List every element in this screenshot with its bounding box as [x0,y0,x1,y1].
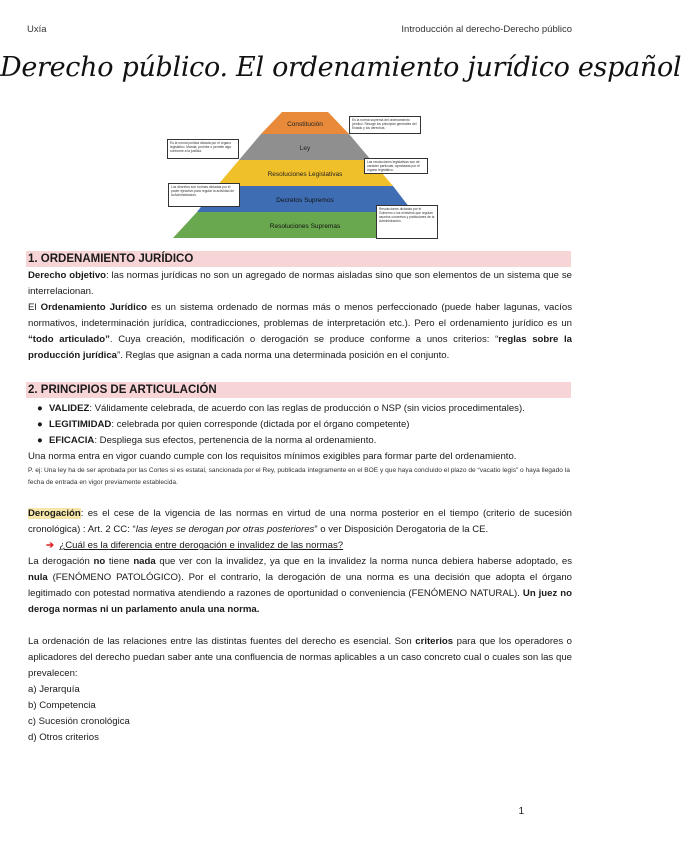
text-run: La ordenación de las relaciones entre las distintas fuentes del derecho es esencial. Son [28,636,416,647]
paragraph-ordenamiento [28,300,572,364]
arrow-icon: ➔ [46,540,55,551]
text-run: ” o ver Disposición Derogatoria de la CE. [314,524,489,535]
emph-no: no [93,556,106,567]
pyramid-label-5: Resoluciones Supremas [269,223,341,230]
text-legitimidad: : celebrada por quien corresponde (dictada por el órgano competente) [111,419,410,430]
term-todo-articulado: “todo articulado” [28,334,110,345]
emph-nada: nada [133,556,156,567]
bullet-validez [37,401,525,417]
question-line [46,538,566,554]
text-run: ”. Reglas que asignan a cada norma una determinada posición en el conjunto. [117,350,450,361]
text-run: tiene [105,556,134,567]
paragraph-derecho-objetivo [28,268,572,300]
bullet-eficacia [37,433,377,449]
section-heading-ordenamiento: 1. ORDENAMIENTO JURÍDICO [26,251,571,267]
text-eficacia: : Despliega sus efectos, pertenencia de la norma al ordenamiento. [94,435,377,446]
text-run: (FENÓMENO PATOLÓGICO). Por el contrario, la derogación de una norma es una decisión que adopta el órgano legitimado con potestad normativa atendiendo a razones de oportunidad o conveniencia (FENÓMENO NATURAL). [28,572,572,599]
term-reglas-produccion: reglas sobre la producción jurídica [28,334,572,361]
bullet-legitimidad [37,417,410,433]
criterion-jerarquia: a) Jerarquía [28,684,80,695]
page-number: 1 [518,806,524,817]
term-criterios: criterios [415,636,454,647]
paragraph-derogacion [28,506,572,538]
emph-juez: Un juez no deroga normas ni un parlamento anula una norma. [28,588,572,615]
pyramid-note-resoluciones-legislativas: Las resoluciones legislativas son de carácter particular, aprobadas por el órgano legislativo. [364,158,428,174]
term-derogacion: Derogación [28,508,81,519]
pyramid-note-constitucion: Es la norma suprema del ordenamiento jurídico. Recoge los principios generales del Estado y los derechos. [349,116,421,134]
criterion-sucesion: c) Sucesión cronológica [28,716,130,727]
term-derecho-objetivo: Derecho objetivo [28,270,107,281]
pyramid-label-4: Decretos Supremos [276,197,334,204]
term-eficacia: EFICACIA [49,435,95,446]
emph-nula: nula [28,572,48,583]
pyramid-label-3: Resoluciones Legislativas [267,171,343,178]
term-legitimidad: LEGITIMIDAD [49,419,112,430]
bullet-dot: ● [37,403,43,414]
text-run: para que los operadores o aplicadores del derecho puedan saber ante una confluencia de normas aplicables a un caso concreto cual o cuales son las que prevalecen: [28,636,573,679]
section-heading-principios: 2. PRINCIPIOS DE ARTICULACIÓN [26,382,571,398]
pyramid-note-ley: Es la norma jurídica dictada por el órgano legislativo. Manda, prohíbe o permite algo conforme a la justicia. [167,139,239,159]
pyramid-note-decretos: Los decretos son normas dictadas por el poder ejecutivo para regular la actividad de la Administración. [168,183,240,207]
pyramid-label-2: Ley [299,145,311,152]
text-run: El [28,302,41,313]
pyramid-label-1: Constitución [287,121,323,128]
text-run: que ver con la invalidez, ya que en la invalidez la norma nunca debiera haberse adoptado, es [155,556,572,567]
criterion-otros: d) Otros criterios [28,732,99,743]
header-subject: Introducción al derecho-Derecho público [401,24,572,35]
bullet-dot: ● [37,419,43,430]
text-run: . Cuya creación, modificación o derogación se produce conforme a unos criterios: “ [109,334,499,345]
page-title: Derecho público. El ordenamiento jurídico español [0,52,681,83]
pyramid-note-resoluciones-supremas: Resoluciones dictadas por el Gobierno o los ministros que regulan asuntos concretos y particulares de la Administración. [376,205,438,239]
paragraph-criterios [28,634,572,682]
term-validez: VALIDEZ [49,403,90,414]
paragraph-derogacion-invalidez [28,554,572,618]
text-validez: : Válidamente celebrada, de acuerdo con las reglas de producción o NSP (sin vicios procedimentales). [89,403,525,414]
text-derecho-objetivo: : las normas jurídicas no son un agregado de normas aisladas sino que son elementos de un sistema que se interrelacionan. [28,270,572,297]
paragraph-example: P. ej: Una ley ha de ser aprobada por las Cortes si es estatal, sancionada por el Rey, publicada íntegramente en el BOE y que haya concluido el plazo de “vacatio legis” o haya llegado la fecha de entrada en vigor previamente establecida. [28,467,570,486]
paragraph-entrada-vigor: Una norma entra en vigor cuando cumple con los requisitos mínimos exigibles para formar parte del ordenamiento. [28,451,517,462]
question-derogacion-invalidez: ¿Cuál es la diferencia entre derogación e invalidez de las normas? [59,540,344,551]
criterion-competencia: b) Competencia [28,700,96,711]
text-run: : es el cese de la vigencia de las normas en virtud de una norma posterior en el tiempo (criterio de sucesión cronológica) : Art. 2 CC: “ [28,508,572,535]
text-run: es un sistema ordenado de normas más o menos perfeccionado (puede haber lagunas, vacíos normativos, indeterminación jurídica, contradicciones, problemas de interpretación etc.). Pero el ordenamiento jurídico es un [28,302,572,329]
bullet-dot: ● [37,435,43,446]
text-run: La derogación [28,556,94,567]
term-ordenamiento: Ordenamiento Jurídico [40,302,148,313]
quote-art2cc: las leyes se derogan por otras posteriores [135,524,315,535]
header-author: Uxía [27,24,47,35]
